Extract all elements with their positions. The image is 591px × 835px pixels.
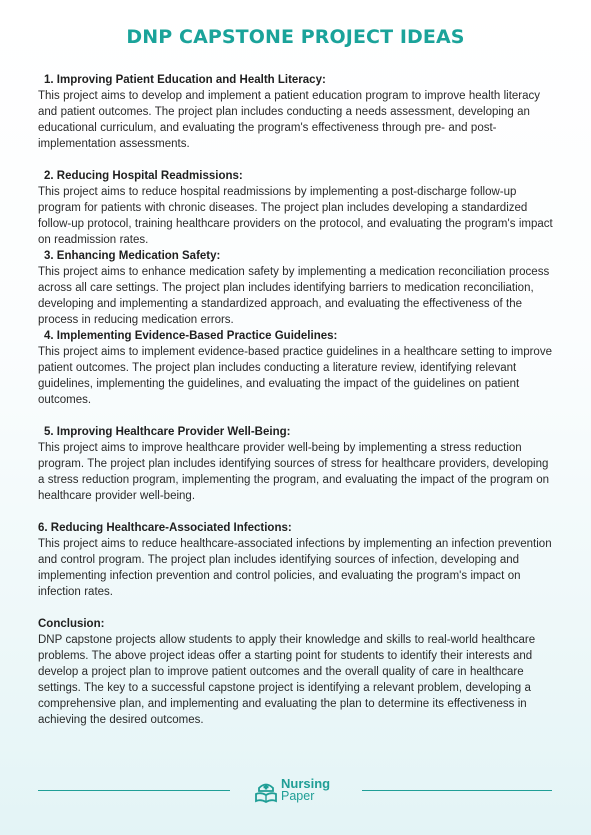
- section-patient-education: [38, 72, 558, 152]
- logo-word-nursing: Nursing: [281, 776, 331, 791]
- section-body: This project aims to reduce hospital readmissions by implementing a post-discharge follow-up program for patients with chronic diseases. The project plan includes developing a standardized follow-up protocol, training healthcare providers on the protocol, and evaluating the program's impact on readmission rates.: [38, 186, 553, 246]
- section-heading: 6. Reducing Healthcare-Associated Infections:: [38, 522, 292, 534]
- section-body: This project aims to improve healthcare provider well-being by implementing a stress reduction program. The project plan includes identifying sources of stress for healthcare providers, developing a stress reduction program, implementing the program, and evaluating the impact of the program on healthcare provider well-being.: [38, 442, 549, 502]
- section-conclusion: [38, 616, 558, 728]
- nurse-cap-book-icon: [254, 779, 278, 805]
- document-body: [38, 72, 558, 728]
- conclusion-body: DNP capstone projects allow students to apply their knowledge and skills to real-world healthcare problems. The above project ideas offer a starting point for students to identify their interests and develop a project plan to improve patient outcomes and the overall quality of care in healthcare settings. The key to a successful capstone project is identifying a relevant problem, developing a comprehensive plan, and implementing and evaluating the plan to determine its effectiveness in achieving the desired outcomes.: [38, 634, 536, 726]
- section-heading: 4. Implementing Evidence-Based Practice Guidelines:: [44, 330, 338, 342]
- section-body: This project aims to reduce healthcare-associated infections by implementing an infection prevention and control program. The project plan includes identifying sources of infection, developing and implementing infection prevention and control policies, and evaluating the program's impact on infection rates.: [38, 538, 552, 598]
- footer-divider-left: [38, 790, 230, 791]
- section-body: This project aims to enhance medication safety by implementing a medication reconciliation process across all care settings. The project plan includes identifying barriers to medication reconciliation, developing and implementing a standardized approach, and evaluating the effectiveness of the process in reducing medication errors.: [38, 266, 550, 326]
- section-heading: 2. Reducing Hospital Readmissions:: [44, 170, 243, 182]
- footer: [0, 776, 591, 810]
- section-body: This project aims to implement evidence-based practice guidelines in a healthcare setting to improve patient outcomes. The project plan includes conducting a literature review, identifying relevant guidelines, implementing the guidelines, and evaluating the impact of the guidelines on patient outcomes.: [38, 346, 552, 406]
- section-heading: 1. Improving Patient Education and Health Literacy:: [44, 74, 326, 86]
- logo-word-paper: Paper: [281, 789, 315, 803]
- section-evidence-based-practice: [38, 328, 558, 408]
- section-body: This project aims to develop and implement a patient education program to improve health literacy and patient outcomes. The project plan includes conducting a needs assessment, developing an educational curriculum, and evaluating the program's effectiveness through pre- and post-implementation assessments.: [38, 90, 541, 150]
- section-heading: 3. Enhancing Medication Safety:: [44, 250, 221, 262]
- section-hospital-readmissions: [38, 168, 558, 248]
- section-healthcare-infections: [38, 520, 558, 600]
- section-medication-safety: [38, 248, 558, 328]
- section-heading: 5. Improving Healthcare Provider Well-Being:: [44, 426, 291, 438]
- nursing-paper-logo[interactable]: [254, 776, 344, 808]
- conclusion-heading: Conclusion:: [38, 618, 105, 630]
- footer-divider-right: [362, 790, 552, 791]
- section-provider-well-being: [38, 424, 558, 504]
- logo-wordmark: [281, 777, 330, 803]
- page-title: DNP CAPSTONE PROJECT IDEAS: [126, 26, 465, 48]
